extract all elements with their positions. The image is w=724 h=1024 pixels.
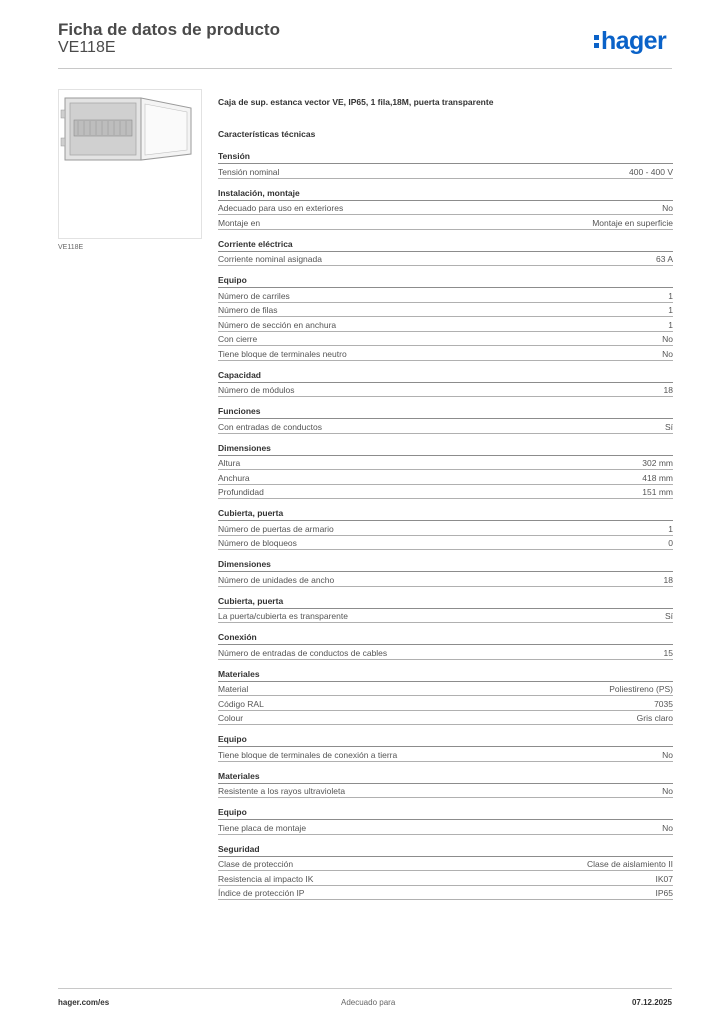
section-title: Seguridad <box>218 844 673 857</box>
spec-row <box>218 164 673 179</box>
spec-value: 302 mm <box>642 458 673 468</box>
product-description: Caja de sup. estanca vector VE, IP65, 1 fila,18M, puerta transparente <box>218 97 494 107</box>
spec-row <box>218 317 673 332</box>
footer-website-link[interactable]: hager.com/es <box>58 998 110 1007</box>
section-title: Equipo <box>218 807 673 820</box>
distribution-box-icon <box>59 90 201 238</box>
footer-date: 07.12.2025 <box>631 998 672 1007</box>
spec-label: Índice de protección IP <box>218 888 305 898</box>
spec-row <box>218 747 673 762</box>
spec-label: Número de sección en anchura <box>218 319 337 330</box>
spec-row <box>218 470 673 485</box>
spec-label: Número de puertas de armario <box>218 523 334 534</box>
spec-value: Sí <box>664 611 673 621</box>
spec-label: Con entradas de conductos <box>218 421 322 432</box>
spec-label: Altura <box>218 458 241 468</box>
spec-value: Clase de aislamiento II <box>587 859 673 869</box>
section-title: Funciones <box>218 406 673 419</box>
section-title: Corriente eléctrica <box>218 239 673 252</box>
spec-value: 418 mm <box>642 472 673 483</box>
section-title: Equipo <box>218 734 673 747</box>
spec-value: Poliestireno (PS) <box>609 684 673 694</box>
spec-label: Anchura <box>218 472 250 483</box>
spec-label: Número de filas <box>218 305 278 315</box>
spec-value: No <box>662 749 673 760</box>
logo-text: hager <box>601 27 667 55</box>
hager-logo[interactable] <box>594 27 666 56</box>
spec-value: Montaje en superficie <box>592 217 673 228</box>
spec-row <box>218 572 673 587</box>
tech-heading: Características técnicas <box>218 129 316 139</box>
spec-row <box>218 682 673 697</box>
spec-value: No <box>662 334 673 344</box>
spec-row <box>218 711 673 726</box>
product-code: VE118E <box>58 39 116 56</box>
spec-value: 15 <box>663 647 673 658</box>
spec-label: Montaje en <box>218 217 261 228</box>
spec-row <box>218 419 673 434</box>
spec-value: No <box>662 822 673 833</box>
spec-label: Número de carriles <box>218 290 290 301</box>
spec-content <box>218 96 673 900</box>
spec-value: 1 <box>668 319 673 330</box>
spec-row <box>218 332 673 347</box>
spec-label: Con cierre <box>218 334 258 344</box>
spec-label: Código RAL <box>218 698 264 709</box>
spec-value: Sí <box>664 421 673 432</box>
spec-label: Adecuado para uso en exteriores <box>218 203 344 213</box>
spec-row <box>218 383 673 398</box>
spec-value: 1 <box>668 523 673 534</box>
spec-value: 18 <box>663 574 673 585</box>
spec-label: Tensión nominal <box>218 166 280 177</box>
spec-row <box>218 784 673 799</box>
spec-label: Número de módulos <box>218 385 295 395</box>
page-title: Ficha de datos de producto <box>58 20 280 39</box>
spec-label: Profundidad <box>218 487 264 497</box>
spec-value: 7035 <box>654 698 673 709</box>
spec-value: IK07 <box>655 873 673 884</box>
spec-row <box>218 645 673 660</box>
image-caption: VE118E <box>58 244 84 251</box>
spec-row <box>218 456 673 471</box>
section-title: Conexión <box>218 632 673 645</box>
spec-value: 18 <box>663 385 673 395</box>
section-title: Dimensiones <box>218 443 673 456</box>
spec-sections <box>218 151 673 900</box>
spec-row <box>218 201 673 216</box>
spec-label: Número de unidades de ancho <box>218 574 335 585</box>
section-title: Materiales <box>218 669 673 682</box>
spec-label: Tiene bloque de terminales neutro <box>218 348 347 359</box>
spec-row <box>218 252 673 267</box>
footer-note: Adecuado para <box>341 998 396 1007</box>
spec-label: Número de bloqueos <box>218 538 297 548</box>
spec-row <box>218 536 673 551</box>
spec-row <box>218 288 673 303</box>
spec-label: Resistencia al impacto IK <box>218 873 314 884</box>
spec-label: Tiene bloque de terminales de conexión a tierra <box>218 749 398 760</box>
spec-row <box>218 346 673 361</box>
spec-label: Material <box>218 684 249 694</box>
section-title: Cubierta, puerta <box>218 596 673 609</box>
section-title: Materiales <box>218 771 673 784</box>
spec-value: Gris claro <box>636 713 673 723</box>
spec-row <box>218 871 673 886</box>
spec-value: 1 <box>668 290 673 301</box>
spec-label: Resistente a los rayos ultravioleta <box>218 786 346 796</box>
spec-row <box>218 303 673 318</box>
spec-value: 400 - 400 V <box>629 166 673 177</box>
spec-label: La puerta/cubierta es transparente <box>218 611 348 621</box>
spec-row <box>218 215 673 230</box>
spec-row <box>218 521 673 536</box>
spec-value: No <box>662 348 673 359</box>
spec-value: 0 <box>668 538 673 548</box>
spec-value: 63 A <box>655 254 673 264</box>
section-title: Cubierta, puerta <box>218 508 673 521</box>
product-image <box>58 89 202 239</box>
spec-value: IP65 <box>655 888 673 898</box>
section-title: Capacidad <box>218 370 673 383</box>
spec-label: Colour <box>218 713 244 723</box>
spec-row <box>218 820 673 835</box>
spec-row <box>218 886 673 901</box>
spec-label: Clase de protección <box>218 859 294 869</box>
spec-row <box>218 696 673 711</box>
logo-dots-icon <box>594 35 599 48</box>
spec-value: No <box>662 786 673 796</box>
spec-row <box>218 609 673 624</box>
footer-divider <box>58 988 672 989</box>
spec-label: Tiene placa de montaje <box>218 822 307 833</box>
header-divider <box>58 68 672 69</box>
spec-value: No <box>662 203 673 213</box>
spec-row <box>218 857 673 872</box>
spec-value: 151 mm <box>642 487 673 497</box>
section-title: Dimensiones <box>218 559 673 572</box>
section-title: Equipo <box>218 275 673 288</box>
spec-label: Número de entradas de conductos de cables <box>218 647 388 658</box>
section-title: Instalación, montaje <box>218 188 673 201</box>
spec-row <box>218 485 673 500</box>
spec-label: Corriente nominal asignada <box>218 254 322 264</box>
section-title: Tensión <box>218 151 673 164</box>
spec-value: 1 <box>668 305 673 315</box>
